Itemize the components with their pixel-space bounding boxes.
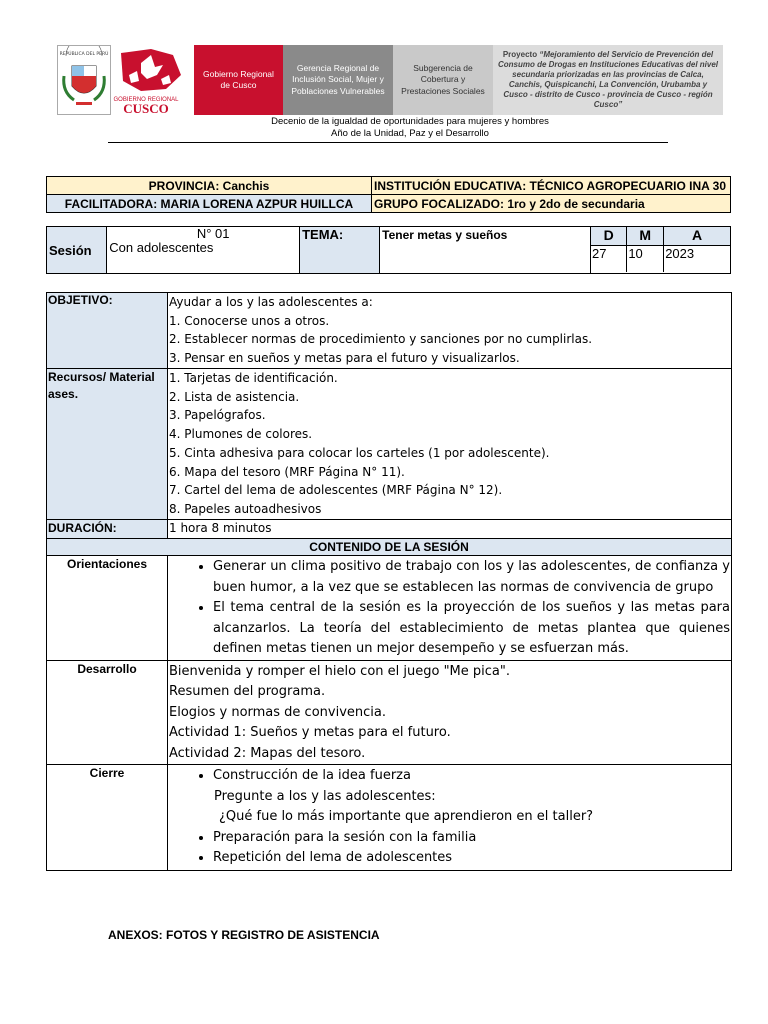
cierre-item: • Preparación para la sesión con la familia	[213, 828, 730, 849]
recurso-item: 4. Plumones de colores.	[169, 427, 313, 442]
info-table	[46, 176, 731, 213]
session-plan-table	[46, 292, 732, 871]
gerencia-box: Gerencia Regional de Inclusión Social, Mujer y Poblaciones Vulnerables	[283, 45, 393, 115]
proyecto-box: Proyecto “Mejoramiento del Servicio de Prevención del Consumo de Drogas en Instituciones Educativas del nivel secundaria priorizadas en las provincias de Calca, Canchis, Quispicanchi, La Convención, Urubamba y Cusco - distrito de Cusco - provincia de Cusco - región Cusco”	[493, 45, 723, 115]
provincia-cell: PROVINCIA: Canchis	[47, 177, 372, 195]
subgerencia-box: Subgerencia de Cobertura y Prestaciones Sociales	[393, 45, 493, 115]
orientaciones-content	[168, 556, 732, 661]
date-cell	[591, 227, 731, 274]
tema-label: TEMA:	[300, 227, 380, 274]
day-value: 27	[591, 246, 627, 273]
recurso-item: 7. Cartel del lema de adolescentes (MRF Página N° 12).	[169, 483, 503, 498]
month-label: M	[627, 227, 664, 246]
session-number: N° 01	[196, 226, 230, 241]
grupo-cell: GRUPO FOCALIZADO: 1ro y 2do de secundaria	[372, 195, 731, 213]
desarrollo-item: Bienvenida y romper el hielo con el juego "Me pica".	[169, 663, 510, 679]
day-label: D	[591, 227, 627, 246]
month-value: 10	[627, 246, 664, 273]
cierre-subitem: Pregunte a los y las adolescentes:	[214, 788, 436, 804]
objetivo-line: 2. Establecer normas de procedimiento y sanciones por no cumplirlas.	[169, 332, 593, 347]
session-table	[46, 226, 731, 274]
cierre-label: Cierre	[47, 765, 168, 871]
desarrollo-item: Resumen del programa.	[169, 684, 326, 699]
objetivo-line: 1. Conocerse unos a otros.	[169, 313, 330, 328]
gobierno-regional-cusco-logo	[111, 45, 194, 115]
objetivo-content	[168, 293, 732, 369]
desarrollo-item: Elogios y normas de convivencia.	[169, 704, 386, 720]
cierre-content	[168, 765, 732, 871]
desarrollo-label: Desarrollo	[47, 660, 168, 765]
decenio-text: Decenio de la igualdad de oportunidades para mujeres y hombres Año de la Unidad, Paz y el Desarrollo	[271, 116, 549, 139]
recursos-content	[168, 369, 732, 520]
tema-value: Tener metas y sueños	[380, 227, 591, 274]
anexos-text: ANEXOS: FOTOS Y REGISTRO DE ASISTENCIA	[108, 928, 380, 942]
facilitadora-cell: FACILITADORA: MARIA LORENA AZPUR HUILLCA	[47, 195, 372, 213]
svg-text:REPÚBLICA DEL PERÚ: REPÚBLICA DEL PERÚ	[59, 52, 109, 57]
gobierno-regional-box: Gobierno Regional de Cusco	[194, 45, 283, 115]
session-with: Con adolescentes	[109, 240, 214, 255]
cierre-question: ¿Qué fue lo más importante que aprendieron en el taller?	[219, 809, 594, 824]
objetivo-line: 3. Pensar en sueños y metas para el futuro y visualizarlos.	[169, 351, 520, 366]
session-number-cell	[107, 227, 300, 274]
recurso-item: 1. Tarjetas de identificación.	[169, 371, 338, 385]
objetivo-label: OBJETIVO:	[47, 293, 168, 369]
recurso-item: 6. Mapa del tesoro (MRF Página N° 11).	[169, 464, 405, 479]
duracion-value: 1 hora 8 minutos	[168, 520, 732, 539]
year-value: 2023	[665, 246, 695, 261]
institucion-cell: INSTITUCIÓN EDUCATIVA: TÉCNICO AGROPECUARIO INA 30	[372, 177, 731, 195]
cierre-item: • Repetición del lema de adolescentes	[213, 848, 730, 869]
svg-text:GOBIERNO REGIONAL: GOBIERNO REGIONAL	[113, 97, 179, 103]
contenido-title: CONTENIDO DE LA SESIÓN	[47, 539, 732, 556]
objetivo-line: Ayudar a los y las adolescentes a:	[169, 295, 373, 309]
year-label: A	[664, 227, 730, 246]
header-divider	[108, 142, 668, 143]
orientacion-item: • El tema central de la sesión es la proyección de los sueños y las metas para alcanzarlos. La teoría del establecimiento de metas plantea que quienes definen metas tienen un mejor desempeño y se esfuerzan más.	[213, 598, 730, 660]
cierre-item: • Construcción de la idea fuerza	[213, 766, 730, 787]
session-label: Sesión	[47, 227, 107, 274]
recurso-item: 8. Papeles autoadhesivos	[169, 501, 322, 516]
duracion-label: DURACIÓN:	[47, 520, 168, 539]
peru-seal-logo	[57, 45, 111, 115]
orientaciones-label: Orientaciones	[47, 556, 168, 661]
desarrollo-content	[168, 660, 732, 765]
recurso-item: 5. Cinta adhesiva para colocar los carteles (1 por adolescente).	[169, 445, 550, 460]
desarrollo-item: Actividad 1: Sueños y metas para el futuro.	[169, 725, 451, 740]
recurso-item: 2. Lista de asistencia.	[169, 389, 300, 404]
recurso-item: 3. Papelógrafos.	[169, 408, 266, 423]
svg-text:CUSCO: CUSCO	[123, 101, 169, 115]
orientacion-item: • Generar un clima positivo de trabajo con los y las adolescentes, de confianza y buen humor, a la vez que se establecen las normas de convivencia de grupo	[213, 557, 730, 598]
recursos-label: Recursos/ Material ases.	[47, 369, 168, 520]
desarrollo-item: Actividad 2: Mapas del tesoro.	[169, 745, 366, 761]
